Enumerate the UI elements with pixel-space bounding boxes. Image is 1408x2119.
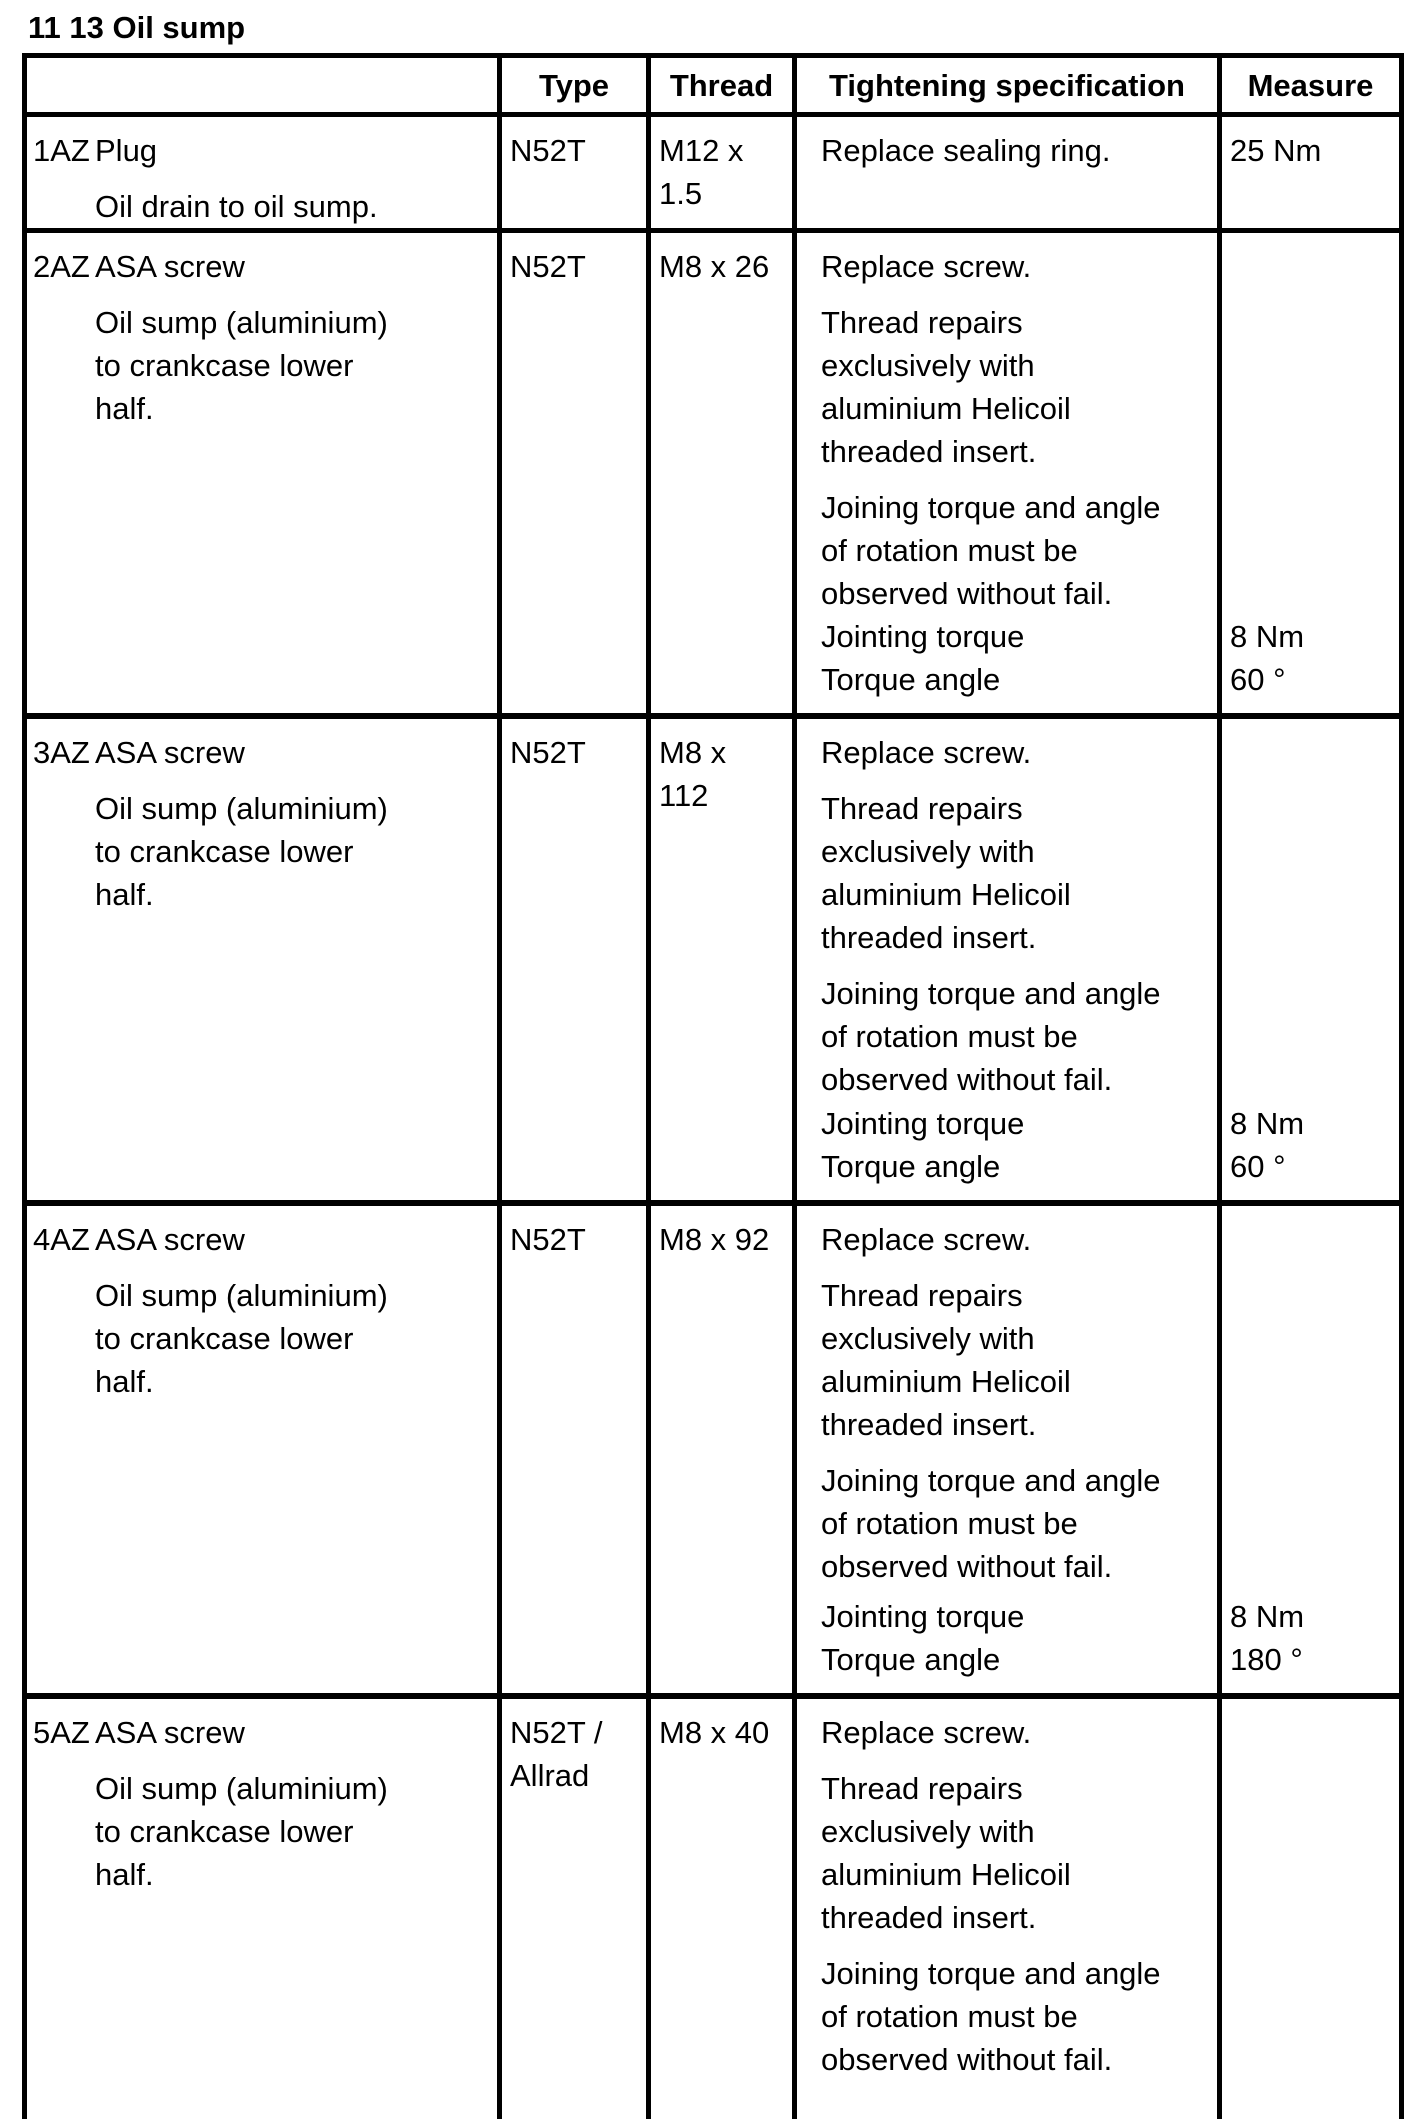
spacer: [1230, 1218, 1393, 1595]
item-cell: [27, 233, 497, 713]
tightening-spec-cell: [792, 1206, 1217, 1693]
spec-text-line: of rotation must be: [821, 533, 1078, 568]
type-value-line: N52T /: [510, 1715, 603, 1750]
item-description-line: half.: [95, 1857, 154, 1892]
spec-text-line: Thread repairs: [821, 1278, 1023, 1313]
item-name-line: ASA screw: [95, 735, 245, 770]
item-cell: [27, 117, 497, 228]
thread-cell: [646, 117, 792, 228]
thread-value-line: M8 x 26: [659, 249, 770, 284]
spec-text-line: aluminium Helicoil: [821, 877, 1071, 912]
thread-cell: [646, 719, 792, 1200]
spec-text-line: of rotation must be: [821, 1019, 1078, 1054]
header-cell-thread: Thread: [646, 58, 792, 112]
thread-value-line: M8 x 92: [659, 1222, 770, 1257]
spec-text-line: Thread repairs: [821, 1771, 1023, 1806]
spec-text-line: aluminium Helicoil: [821, 1364, 1071, 1399]
spec-text-line: Joining torque and angle: [821, 490, 1161, 525]
type-value-line: N52T: [510, 1222, 586, 1257]
spec-paragraph: [821, 972, 1211, 1101]
spec-text-line: observed without fail.: [821, 2042, 1113, 2077]
spec-text-line: Replace screw.: [821, 1715, 1032, 1750]
thread-value-line: M8 x 40: [659, 1715, 770, 1750]
measure-value: 60 °: [1230, 662, 1286, 697]
spec-text-line: of rotation must be: [821, 1999, 1078, 2034]
spec-text-line: observed without fail.: [821, 1549, 1113, 1584]
spec-text-line: Replace screw.: [821, 249, 1032, 284]
item-name: [95, 129, 491, 172]
item-id: 3AZ: [33, 735, 90, 770]
item-body: [95, 245, 491, 430]
spec-text-line: Replace screw.: [821, 1222, 1032, 1257]
spacer: [1230, 245, 1393, 615]
item-description-line: Oil sump (aluminium): [95, 1771, 388, 1806]
header-cell-item: [27, 58, 497, 112]
item-description: [95, 301, 491, 430]
table-body: [27, 117, 1399, 2119]
tightening-spec-cell: [792, 1699, 1217, 2119]
spec-paragraph: [821, 1218, 1211, 1261]
measure-value: 60 °: [1230, 1149, 1286, 1184]
item-name: [95, 1711, 491, 1754]
thread-value-line: M8 x: [659, 735, 727, 770]
spec-bottom-labels: [821, 1102, 1211, 1188]
type-value-line: Allrad: [510, 1758, 590, 1793]
item-body: [95, 731, 491, 916]
item-description-line: to crankcase lower: [95, 348, 354, 383]
spec-text-line: threaded insert.: [821, 434, 1037, 469]
item-description: [95, 1767, 491, 1896]
item-description-line: Oil drain to oil sump.: [95, 189, 378, 224]
item-description-line: to crankcase lower: [95, 1321, 354, 1356]
item-description-line: to crankcase lower: [95, 834, 354, 869]
item-cell: [27, 1206, 497, 1693]
spec-text-line: exclusively with: [821, 348, 1035, 383]
spacer: [821, 1588, 1211, 1595]
item-id: 4AZ: [33, 1222, 90, 1257]
item-description-line: to crankcase lower: [95, 1814, 354, 1849]
spec-text-line: exclusively with: [821, 1814, 1035, 1849]
thread-cell: [646, 1699, 792, 2119]
measure-cell: [1217, 1699, 1399, 2119]
item-name: [95, 1218, 491, 1261]
spec-text-line: Joining torque and angle: [821, 1956, 1161, 1991]
measure-bottom-values: [1230, 1102, 1393, 1188]
measure-cell: [1217, 1206, 1399, 1693]
measure-top-values: [1230, 129, 1393, 172]
measure-value: 8 Nm: [1230, 619, 1305, 654]
item-description: [95, 1274, 491, 1403]
spec-text-line: exclusively with: [821, 1321, 1035, 1356]
spec-paragraph: [821, 129, 1211, 172]
measure-value: 25 Nm: [1230, 133, 1322, 168]
item-name: [95, 731, 491, 774]
spec-text-line: observed without fail.: [821, 1062, 1113, 1097]
item-description-line: half.: [95, 877, 154, 912]
spec-text-line: aluminium Helicoil: [821, 1857, 1071, 1892]
type-cell: [497, 233, 646, 713]
spec-label-line: Jointing torque: [821, 619, 1025, 654]
type-value-line: N52T: [510, 735, 586, 770]
item-description-line: Oil sump (aluminium): [95, 305, 388, 340]
measure-value: 180 °: [1230, 1642, 1303, 1677]
spec-text-line: Joining torque and angle: [821, 1463, 1161, 1498]
header-cell-measure: Measure: [1217, 58, 1399, 112]
header-cell-tightening-specification: Tightening specification: [792, 58, 1217, 112]
item-description: [95, 185, 491, 228]
spec-paragraph: [821, 1767, 1211, 1939]
item-body: [95, 1218, 491, 1403]
page-title: 11 13 Oil sump: [28, 10, 246, 45]
type-cell: [497, 1699, 646, 2119]
table-row: [27, 233, 1399, 719]
thread-cell: [646, 1206, 792, 1693]
table-row: [27, 117, 1399, 233]
spec-text-line: Joining torque and angle: [821, 976, 1161, 1011]
tightening-spec-cell: [792, 719, 1217, 1200]
spec-label-line: Jointing torque: [821, 1599, 1025, 1634]
item-description-line: Oil sump (aluminium): [95, 1278, 388, 1313]
type-value-line: N52T: [510, 249, 586, 284]
item-cell: [27, 719, 497, 1200]
item-cell: [27, 1699, 497, 2119]
spec-paragraph: [821, 787, 1211, 959]
measure-bottom-values: [1230, 615, 1393, 701]
item-description-line: half.: [95, 391, 154, 426]
spec-text-line: aluminium Helicoil: [821, 391, 1071, 426]
spec-paragraph: [821, 245, 1211, 288]
spec-text-line: threaded insert.: [821, 1900, 1037, 1935]
spec-paragraph: [821, 1459, 1211, 1588]
spec-paragraph: [821, 486, 1211, 615]
table-row: [27, 719, 1399, 1206]
item-name-line: ASA screw: [95, 1222, 245, 1257]
item-id: 5AZ: [33, 1715, 90, 1750]
spec-paragraph: [821, 301, 1211, 473]
header-cell-type: Type: [497, 58, 646, 112]
spec-text-line: Replace screw.: [821, 735, 1032, 770]
item-name-line: ASA screw: [95, 1715, 245, 1750]
type-value-line: N52T: [510, 133, 586, 168]
spec-paragraph: [821, 1711, 1211, 1754]
tightening-spec-cell: [792, 233, 1217, 713]
thread-cell: [646, 233, 792, 713]
table-header-row: [27, 58, 1399, 117]
thread-value-line: 112: [659, 778, 709, 813]
item-id: 1AZ: [33, 133, 90, 168]
table-row: [27, 1699, 1399, 2119]
measure-value: 8 Nm: [1230, 1599, 1305, 1634]
spec-label-line: Torque angle: [821, 1149, 1001, 1184]
spacer: [1230, 731, 1393, 1102]
measure-cell: [1217, 719, 1399, 1200]
type-cell: [497, 719, 646, 1200]
item-name-line: ASA screw: [95, 249, 245, 284]
spec-bottom-labels: [821, 615, 1211, 701]
item-name-line: Plug: [95, 133, 158, 168]
thread-value-line: 1.5: [659, 176, 703, 211]
item-body: [95, 129, 491, 228]
spec-paragraph: [821, 1952, 1211, 2081]
tightening-spec-cell: [792, 117, 1217, 228]
measure-cell: [1217, 233, 1399, 713]
spec-paragraph: [821, 731, 1211, 774]
type-cell: [497, 117, 646, 228]
spec-paragraph: [821, 1274, 1211, 1446]
measure-value: 8 Nm: [1230, 1106, 1305, 1141]
table-row: [27, 1206, 1399, 1699]
spec-label-line: Jointing torque: [821, 1106, 1025, 1141]
spec-text-line: of rotation must be: [821, 1506, 1078, 1541]
measure-cell: [1217, 117, 1399, 228]
spec-text-line: Thread repairs: [821, 305, 1023, 340]
measure-bottom-values: [1230, 1595, 1393, 1681]
item-description-line: Oil sump (aluminium): [95, 791, 388, 826]
item-body: [95, 1711, 491, 1896]
spec-text-line: threaded insert.: [821, 1407, 1037, 1442]
spec-text-line: observed without fail.: [821, 576, 1113, 611]
spec-label-line: Torque angle: [821, 1642, 1001, 1677]
spec-label-line: Torque angle: [821, 662, 1001, 697]
spec-text-line: Replace sealing ring.: [821, 133, 1111, 168]
item-description-line: half.: [95, 1364, 154, 1399]
tightening-torque-table: [22, 53, 1404, 2119]
spec-text-line: threaded insert.: [821, 920, 1037, 955]
item-name: [95, 245, 491, 288]
type-cell: [497, 1206, 646, 1693]
spec-text-line: exclusively with: [821, 834, 1035, 869]
spec-bottom-labels: [821, 1595, 1211, 1681]
item-description: [95, 787, 491, 916]
thread-value-line: M12 x: [659, 133, 744, 168]
item-id: 2AZ: [33, 249, 90, 284]
spec-text-line: Thread repairs: [821, 791, 1023, 826]
